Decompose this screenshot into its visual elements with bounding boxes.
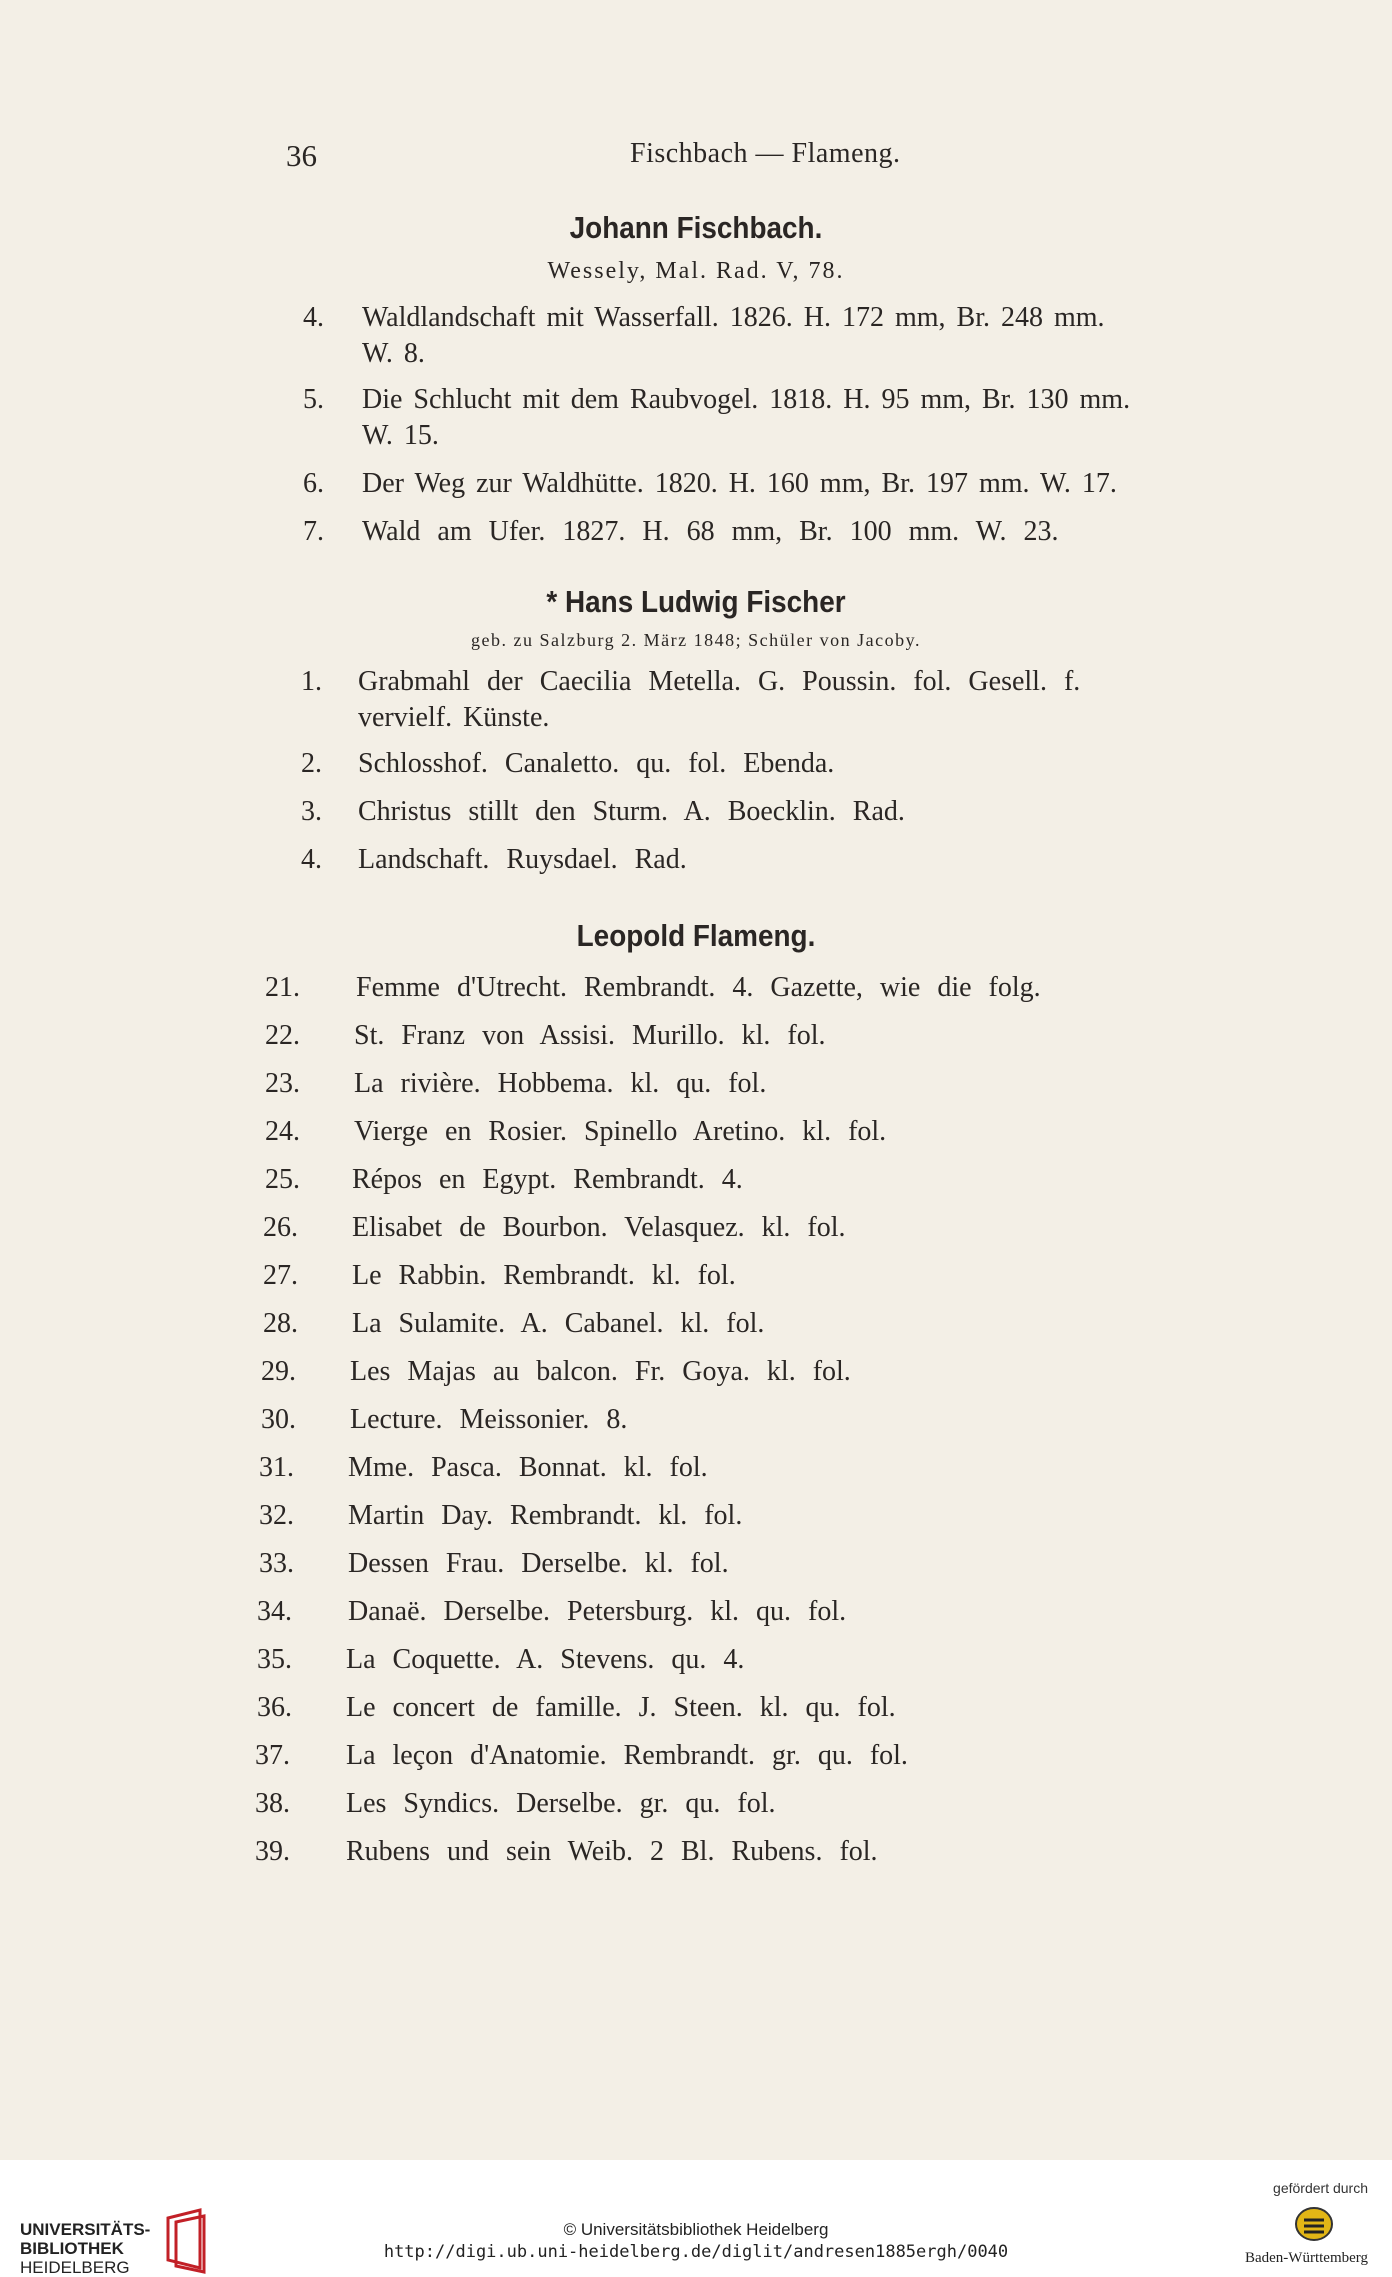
entry-text: Grabmahl der Caecilia Metella. G. Poussin. fol. Gesell. f. [358,666,1081,697]
entry-text: Lecture. Meissonier. 8. [350,1404,628,1435]
entry-text: Les Majas au balcon. Fr. Goya. kl. fol. [350,1356,851,1387]
entry-number: 3. [301,796,322,827]
entry-text: Landschaft. Ruysdael. Rad. [358,844,687,875]
entry-text: La Coquette. A. Stevens. qu. 4. [346,1644,745,1675]
entry-number: 26. [263,1212,298,1243]
section-subtitle: Wessely, Mal. Rad. V, 78. [547,258,845,284]
entry-text: Danaë. Derselbe. Petersburg. kl. qu. fol. [348,1596,847,1627]
entry-text: Christus stillt den Sturm. A. Boecklin. Rad. [358,796,905,827]
entry-number: 34. [257,1596,292,1627]
section-title: * Hans Ludwig Fischer [546,584,846,619]
running-title: Fischbach — Flameng. [630,138,901,169]
entry-text: La leçon d'Anatomie. Rembrandt. gr. qu. fol. [346,1740,908,1771]
entry-text: Elisabet de Bourbon. Velasquez. kl. fol. [352,1212,846,1243]
sponsor-name: Baden-Württemberg [1244,2250,1368,2266]
entry-text: Femme d'Utrecht. Rembrandt. 4. Gazette, wie die folg. [356,972,1041,1003]
section-title: Johann Fischbach. [569,210,823,245]
entry-text: Dessen Frau. Derselbe. kl. fol. [348,1548,729,1579]
entry-text: St. Franz von Assisi. Murillo. kl. fol. [354,1020,826,1051]
entry-text: La rivière. Hobbema. kl. qu. fol. [354,1068,767,1099]
entry-text-continued: vervielf. Künste. [358,702,550,733]
sponsor-label: gefördert durch [1273,2180,1368,2196]
entry-number: 22. [265,1020,300,1051]
entry-number: 36. [257,1692,292,1723]
entry-number: 33. [259,1548,294,1579]
entry-text: La Sulamite. A. Cabanel. kl. fol. [352,1308,765,1339]
entry-text: Die Schlucht mit dem Raubvogel. 1818. H. 95 mm, Br. 130 mm. [362,384,1131,415]
entry-number: 21. [265,972,300,1003]
source-url[interactable]: http://digi.ub.uni-heidelberg.de/diglit/andresen1885ergh/0040 [383,2242,1009,2262]
entry-number: 25. [265,1164,300,1195]
entry-text: Schlosshof. Canaletto. qu. fol. Ebenda. [358,748,835,779]
entry-text: Le Rabbin. Rembrandt. kl. fol. [352,1260,736,1291]
copyright-notice: © Universitätsbibliothek Heidelberg [563,2220,829,2239]
library-name: UNIVERSITÄTS- BIBLIOTHEK HEIDELBERG [20,2220,151,2277]
entry-text: Der Weg zur Waldhütte. 1820. H. 160 mm, Br. 197 mm. W. 17. [362,468,1117,499]
state-crest-icon [1294,2204,1334,2244]
entry-number: 5. [303,384,324,415]
entry-text: Rubens und sein Weib. 2 Bl. Rubens. fol. [346,1836,878,1867]
entry-number: 28. [263,1308,298,1339]
entry-text: Répos en Egypt. Rembrandt. 4. [352,1164,743,1195]
entry-number: 30. [261,1404,296,1435]
entry-text: Mme. Pasca. Bonnat. kl. fol. [348,1452,708,1483]
entry-number: 1. [301,666,322,697]
entry-number: 4. [303,302,324,333]
entry-number: 32. [259,1500,294,1531]
section-title: Leopold Flameng. [576,918,816,953]
entry-text: Waldlandschaft mit Wasserfall. 1826. H. 172 mm, Br. 248 mm. [362,302,1105,333]
entry-number: 38. [255,1788,290,1819]
entry-text-continued: W. 8. [362,338,425,369]
library-emblem-icon [160,2208,212,2274]
entry-number: 39. [255,1836,290,1867]
entry-number: 27. [263,1260,298,1291]
section-subtitle: geb. zu Salzburg 2. März 1848; Schüler von Jacoby. [471,630,921,650]
entry-number: 2. [301,748,322,779]
entry-text: Wald am Ufer. 1827. H. 68 mm, Br. 100 mm. W. 23. [362,516,1059,547]
entry-number: 31. [259,1452,294,1483]
entry-number: 23. [265,1068,300,1099]
entry-number: 24. [265,1116,300,1147]
entry-text: Le concert de famille. J. Steen. kl. qu. fol. [346,1692,896,1723]
entry-text: Martin Day. Rembrandt. kl. fol. [348,1500,743,1531]
entry-number: 4. [301,844,322,875]
entry-text-continued: W. 15. [362,420,439,451]
entry-number: 7. [303,516,324,547]
page-number: 36 [286,138,317,173]
entry-number: 37. [255,1740,290,1771]
entry-text: Les Syndics. Derselbe. gr. qu. fol. [346,1788,776,1819]
entry-text: Vierge en Rosier. Spinello Aretino. kl. fol. [354,1116,887,1147]
entry-number: 29. [261,1356,296,1387]
entry-number: 6. [303,468,324,499]
running-head [0,138,1392,178]
digitization-footer [0,2160,1392,2277]
entry-number: 35. [257,1644,292,1675]
